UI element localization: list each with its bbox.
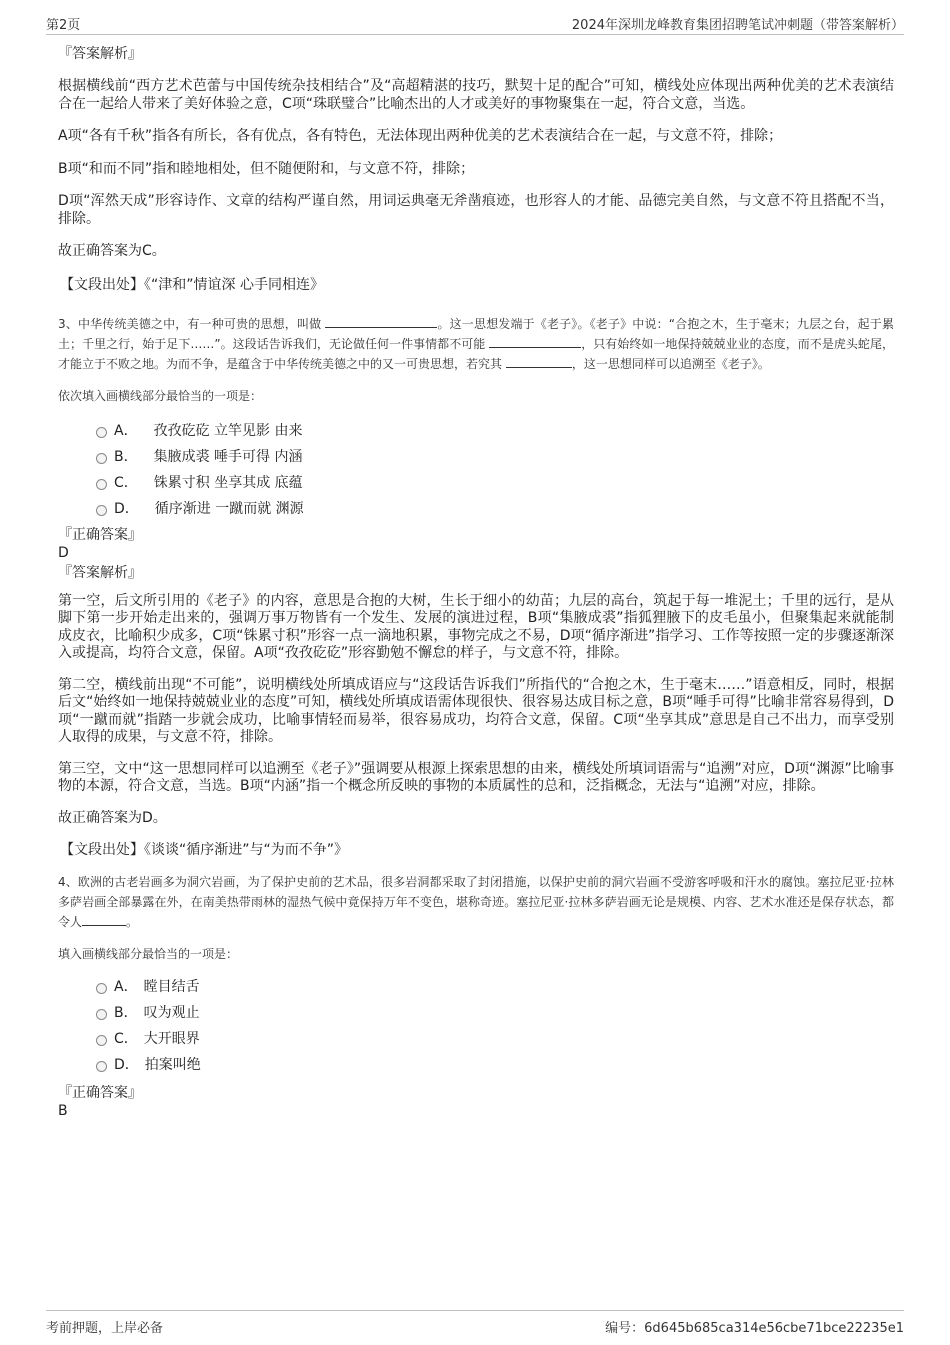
option-text: 铢累寸积 坐享其成 底蕴 (153, 474, 303, 491)
serial-number (605, 1317, 904, 1336)
option-d[interactable] (58, 1052, 894, 1078)
question-3-prompt: 依次填入画横线部分最恰当的一项是： (58, 388, 263, 403)
option-text: 瞠目结舌 (143, 979, 200, 995)
fill-blank-3 (506, 354, 572, 368)
option-b[interactable] (58, 444, 894, 470)
option-text: 叹为观止 (143, 1005, 200, 1021)
question-4-prompt: 填入画横线部分最恰当的一项是： (58, 947, 239, 961)
page-content (58, 44, 894, 1120)
option-letter: A． (114, 979, 138, 995)
option-text: 循序渐进 一蹴而就 渊源 (154, 500, 304, 517)
page-footer (46, 1310, 904, 1339)
option-text: 孜孜矻矻 立竿见影 由来 (153, 422, 303, 439)
question-3-options (58, 418, 894, 522)
radio-button-icon[interactable] (96, 983, 107, 994)
passage-source: 【文段出处】《“津和”情谊深 心手同相连》 (60, 276, 324, 293)
question-3-stem (58, 314, 894, 374)
analysis-heading: 『答案解析』 (58, 564, 142, 581)
option-text: 集腋成裘 唾手可得 内涵 (153, 448, 303, 465)
correct-answer-heading: 『正确答案』 (58, 1085, 142, 1101)
option-letter: D． (114, 500, 139, 517)
stem-text: ，只有始终如一地保持兢兢业业的态度，而不是虎头蛇尾，才能立于不败之地。为而不争，是蕴含于中华传统美德之中的又一可贵思想，若究其 (58, 336, 894, 371)
analysis-paragraph: 第三空，文中“这一思想同样可以追溯至《老子》”强调要从根源上探索思想的由来，横线处所填词语需与“追溯”对应，D项“渊源”比喻事物的本源，符合文意，当选。B项“内涵”指一个概念所反映的事物的本质属性的总和，泛指概念，无法与“追溯”对应，排除。 (58, 760, 894, 794)
stem-text: 。这一思想发端于《老子》。《老子》中说：“合抱之木，生于毫末；九层之台，起于累土；千里之行，始于足下……”。这段话告诉我们，无论做任何一件事情都不可能 (58, 316, 894, 351)
fill-blank-1 (325, 314, 437, 328)
stem-text: ，这一思想同样可以追溯至《老子》。 (571, 356, 770, 371)
page-header (46, 10, 904, 35)
serial-label: 编号： (605, 1321, 645, 1336)
passage-source: 【文段出处】《谈谈“循序渐进”与“为而不争”》 (60, 842, 349, 858)
stem-text: 3、中华传统美德之中，有一种可贵的思想，叫做 (58, 316, 322, 331)
option-d[interactable] (58, 496, 894, 522)
radio-button-icon[interactable] (96, 479, 107, 490)
option-letter: B． (114, 1005, 138, 1021)
analysis-heading: 『答案解析』 (58, 46, 142, 62)
question-4-stem (58, 872, 894, 932)
option-a[interactable] (58, 974, 894, 1000)
fill-blank-2 (489, 334, 581, 348)
option-b[interactable] (58, 1000, 894, 1026)
stem-text: 4、欧洲的古老岩画多为洞穴岩画，为了保护史前的艺术品，很多岩洞都采取了封闭措施，以保护史前的洞穴岩画不受游客呼吸和汗水的腐蚀。塞拉尼亚·拉林多萨岩画全部暴露在外，在南美热带雨林的湿热气候中竟保持万年不变色，堪称奇迹。塞拉尼亚·拉林多萨岩画无论是规模、内容、艺术水准还是保存状态，都令人 (58, 875, 894, 929)
radio-button-icon[interactable] (96, 427, 107, 438)
correct-answer: D (58, 544, 69, 561)
option-text: 拍案叫绝 (144, 1057, 201, 1073)
final-answer-statement: 故正确答案为C。 (58, 243, 166, 259)
fill-blank (82, 912, 126, 926)
analysis-paragraph: 第一空，后文所引用的《老子》的内容，意思是合抱的大树，生长于细小的幼苗；九层的高台，筑起于每一堆泥土；千里的远行，是从脚下第一步开始走出来的，强调万事万物皆有一个发生、发展的演进过程，B项“集腋成裘”指狐狸腋下的皮毛虽小，但聚集起来就能制成皮衣，比喻积少成多，C项“铢累寸积”形容一点一滴地积累，事物完成之不易，D项“循序渐进”指学习、工作等按照一定的步骤逐渐深入或提高，均符合文意，保留。A项“孜孜矻矻”形容勤勉不懈怠的样子，与文意不符，排除。 (58, 592, 894, 661)
option-text: 大开眼界 (143, 1031, 200, 1047)
option-letter: D． (114, 1057, 139, 1073)
radio-button-icon[interactable] (96, 1061, 107, 1072)
option-c[interactable] (58, 1026, 894, 1052)
serial-value: 6d645b685ca314e56cbe71bce22235e1 (644, 1321, 904, 1336)
analysis-paragraph: B项“和而不同”指和睦地相处，但不随便附和，与文意不符，排除； (58, 160, 475, 177)
correct-answer: B (58, 1103, 68, 1119)
option-letter: A． (114, 422, 138, 439)
analysis-paragraph: 根据横线前“西方艺术芭蕾与中国传统杂技相结合”及“高超精湛的技巧，默契十足的配合”可知，横线处应体现出两种优美的艺术表演结合在一起给人带来了美好体验之意，C项“珠联璧合”比喻杰出的人才或美好的事物聚集在一起，符合文意，当选。 (58, 78, 894, 112)
correct-answer-heading: 『正确答案』 (58, 526, 142, 543)
question-4-options (58, 974, 894, 1078)
analysis-paragraph: A项“各有千秋”指各有所长，各有优点，各有特色，无法体现出两种优美的艺术表演结合在一起，与文意不符，排除； (58, 128, 783, 144)
document-title: 2024年深圳龙峰教育集团招聘笔试冲刺题（带答案解析） (571, 18, 904, 33)
option-a[interactable] (58, 418, 894, 444)
radio-button-icon[interactable] (96, 453, 107, 464)
footer-slogan: 考前押题，上岸必备 (46, 1321, 164, 1336)
option-letter: C． (114, 474, 138, 491)
option-letter: C． (114, 1031, 138, 1047)
radio-button-icon[interactable] (96, 505, 107, 516)
radio-button-icon[interactable] (96, 1035, 107, 1046)
option-c[interactable] (58, 470, 894, 496)
analysis-paragraph: D项“浑然天成”形容诗作、文章的结构严谨自然，用词运典毫无斧凿痕迹，也形容人的才能、品德完美自然，与文意不符且搭配不当，排除。 (58, 193, 894, 227)
stem-text: 。 (126, 915, 139, 929)
option-letter: B． (114, 448, 138, 465)
radio-button-icon[interactable] (96, 1009, 107, 1020)
analysis-paragraph: 第二空，横线前出现“不可能”，说明横线处所填成语应与“这段话告诉我们”所指代的“合抱之木，生于毫末……”语意相反，同时，根据后文“始终如一地保持兢兢业业的态度”可知，横线处所填成语需体现很快、很容易达成目标之意，B项“唾手可得”比喻非常容易得到，D项“一蹴而就”指踏一步就会成功，比喻事情轻而易举，很容易成功，均符合文意，保留。C项“坐享其成”意思是自己不出力，而享受别人取得的成果，与文意不符，排除。 (58, 676, 894, 745)
page-number: 第2页 (46, 18, 81, 33)
final-answer-statement: 故正确答案为D。 (58, 809, 167, 826)
